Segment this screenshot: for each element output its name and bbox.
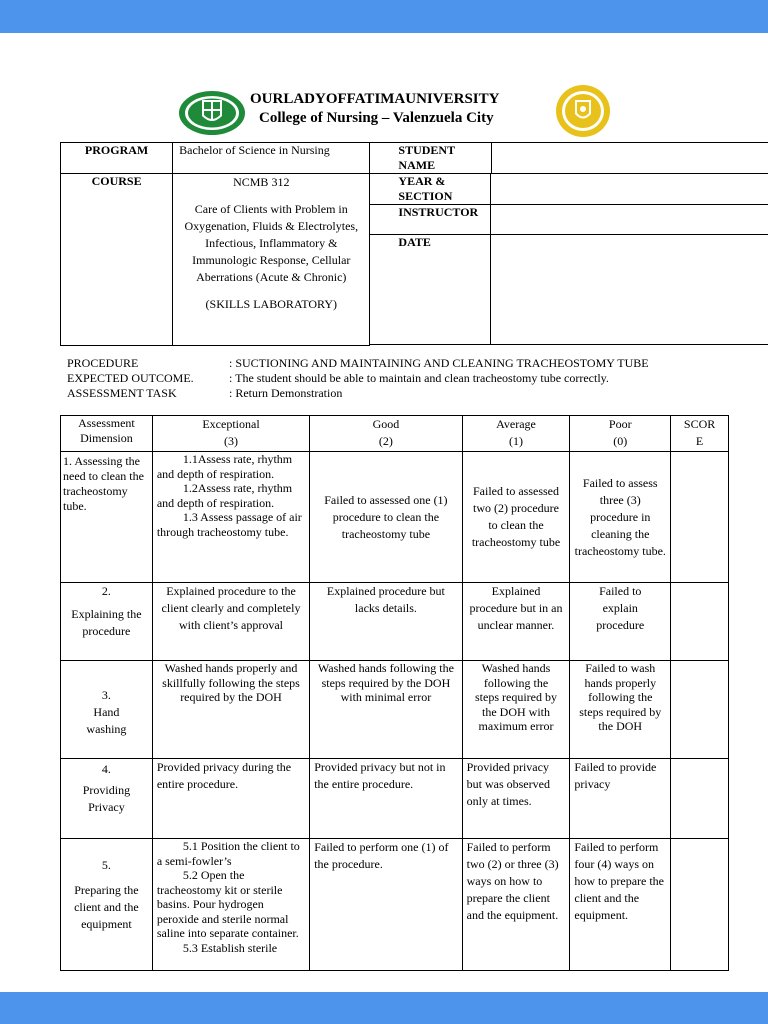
row-3-average: Washed hands following the steps required by the DOH with maximum error [462,661,570,759]
dimension-header: Assessment Dimension [61,416,153,452]
row-4-dimension: 4. Providing Privacy [61,759,153,839]
exceptional-header: Exceptional (3) [152,416,309,452]
student-name-field[interactable] [491,143,768,174]
row-4-poor: Failed to provide privacy [570,759,671,839]
row-4-score[interactable] [671,759,729,839]
year-section-field[interactable] [491,174,768,205]
table-row [61,759,729,839]
row-5-good: Failed to perform one (1) of the procedure. [310,839,462,971]
row-2-exceptional: Explained procedure to the client clearly and completely with client’s approval [152,583,309,661]
instructor-field[interactable] [491,205,768,235]
row-2-good: Explained procedure but lacks details. [310,583,462,661]
row-1-average: Failed to assessed two (2) procedure to clean the tracheostomy tube [462,452,570,583]
bottom-banner [0,992,768,1024]
row-1-exceptional: 1.1Assess rate, rhythm and depth of respiration. 1.2Assess rate, rhythm and depth of respiration. 1.3 Assess passage of air through tracheostomy tube. [152,452,309,583]
student-name-label: STUDENT NAME [370,143,491,174]
row-3-poor: Failed to wash hands properly following the steps required by the DOH [570,661,671,759]
row-2-poor: Failed to explain procedure [570,583,671,661]
course-label: COURSE [61,174,173,346]
date-label: DATE [370,235,491,345]
college-name: College of Nursing – Valenzuela City [259,110,494,126]
row-1-poor: Failed to assess three (3) procedure in cleaning the tracheostomy tube. [570,452,671,583]
row-3-good: Washed hands following the steps required by the DOH with minimal error [310,661,462,759]
row-5-dimension: 5. Preparing the client and the equipment [61,839,153,971]
row-3-exceptional: Washed hands properly and skillfully following the steps required by the DOH [152,661,309,759]
course-code: NCMB 312 [233,175,290,189]
table-row [61,839,729,971]
row-5-score[interactable] [671,839,729,971]
outcome-value: : The student should be able to maintain and clean tracheostomy tube correctly. [229,371,609,385]
poor-header: Poor (0) [570,416,671,452]
outcome-label: EXPECTED OUTCOME. [67,371,194,385]
row-5-poor: Failed to perform four (4) ways on how to prepare the client and the equipment. [570,839,671,971]
table-row [61,452,729,583]
task-label: ASSESSMENT TASK [67,386,177,400]
table-row [61,583,729,661]
student-detail-table [370,174,768,345]
row-1-score[interactable] [671,452,729,583]
university-seal-icon [178,90,246,136]
row-2-score[interactable] [671,583,729,661]
procedure-value: : SUCTIONING AND MAINTAINING AND CLEANING TRACHEOSTOMY TUBE [229,356,649,370]
row-5-exceptional: 5.1 Position the client to a semi-fowler’s 5.2 Open the tracheostomy kit or sterile basins. Pour hydrogen peroxide and sterile normal saline into separate container. 5.3 Establish sterile [152,839,309,971]
average-header: Average (1) [462,416,570,452]
rubric-table [60,415,729,971]
date-field[interactable] [491,235,768,345]
program-label: PROGRAM [61,143,173,174]
row-2-average: Explained procedure but in an unclear manner. [462,583,570,661]
course-title: Care of Clients with Problem in Oxygenation, Fluids & Electrolytes, Infectious, Inflammatory & Immunologic Response, Cellular Aberrations (Acute & Chronic) [184,202,359,284]
program-value: Bachelor of Science in Nursing [173,143,370,174]
good-header: Good (2) [310,416,462,452]
task-value: : Return Demonstration [229,386,343,400]
college-seal-icon [555,84,611,138]
row-4-average: Provided privacy but was observed only at times. [462,759,570,839]
rubric-header-row [61,416,729,452]
instructor-label: INSTRUCTOR [370,205,491,235]
procedure-label: PROCEDURE [67,356,139,370]
row-3-score[interactable] [671,661,729,759]
score-header: SCOR E [671,416,729,452]
university-name: OURLADYOFFATIMAUNIVERSITY [250,91,500,107]
course-note: (SKILLS LABORATORY) [205,297,337,311]
row-5-average: Failed to perform two (2) or three (3) ways on how to prepare the client and the equipment. [462,839,570,971]
top-banner [0,0,768,33]
course-value [173,174,370,346]
row-2-dimension: 2. Explaining the procedure [61,583,153,661]
row-1-good: Failed to assessed one (1) procedure to clean the tracheostomy tube [310,452,462,583]
table-row [61,661,729,759]
row-4-exceptional: Provided privacy during the entire procedure. [152,759,309,839]
row-3-dimension: 3. Hand washing [61,661,153,759]
row-1-dimension: 1. Assessing the need to clean the tracheostomy tube. [61,452,153,583]
row-4-good: Provided privacy but not in the entire procedure. [310,759,462,839]
course-info-table [60,142,768,346]
year-section-label: YEAR & SECTION [370,174,491,205]
